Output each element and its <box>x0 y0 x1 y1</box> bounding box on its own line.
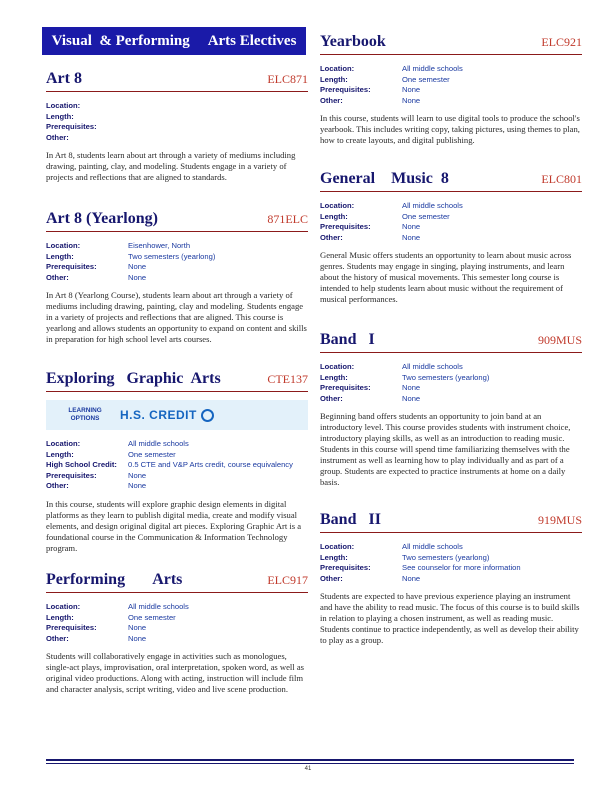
prerequisites-label: Prerequisites: <box>46 470 97 480</box>
learning-options-line-1: LEARNING <box>68 407 102 414</box>
course-title-row <box>320 170 582 192</box>
other-value: None <box>128 481 147 491</box>
length-value: Two semesters (yearlong) <box>402 372 490 382</box>
prerequisites-label: Prerequisites: <box>46 262 97 272</box>
location-value: All middle schools <box>402 542 463 551</box>
other-label: Other: <box>320 95 343 105</box>
course-code: 909MUS <box>537 333 582 347</box>
course-yearbook <box>320 33 582 146</box>
other-value: None <box>128 272 147 282</box>
length-label: Length: <box>320 211 348 221</box>
prerequisites-value: None <box>128 262 147 272</box>
course-title-row <box>46 70 308 92</box>
length-value: One semester <box>402 74 450 84</box>
location-label: Location: <box>320 542 355 551</box>
length-value: One semester <box>128 612 176 622</box>
length-label: Length: <box>320 372 348 382</box>
course-code: ELC801 <box>541 172 582 186</box>
course-details <box>320 64 582 106</box>
other-label: Other: <box>46 132 69 142</box>
course-code: ELC917 <box>267 573 308 587</box>
location-label: Location: <box>320 362 355 371</box>
course-code: ELC921 <box>541 35 582 49</box>
course-details <box>46 101 308 143</box>
course-performing-arts <box>46 571 308 695</box>
prerequisites-label: Prerequisites: <box>320 563 371 573</box>
other-label: Other: <box>46 481 69 491</box>
length-label: Length: <box>46 251 74 261</box>
location-value: Eisenhower, North <box>128 241 191 250</box>
prerequisites-label: Prerequisites: <box>46 122 97 132</box>
length-label: Length: <box>320 552 348 562</box>
course-general-music-8 <box>320 170 582 305</box>
course-band-2 <box>320 511 582 646</box>
length-value: Two semesters (yearlong) <box>128 251 216 261</box>
course-description: General Music offers students an opportunity to learn about music across genres. Students may engage in singing, playing instruments, and learn about the history of musical movements. This semester long course is intended to help students learn about music without the requirement of musical performances. <box>320 250 572 305</box>
other-label: Other: <box>320 573 343 583</box>
course-description: Students will collaboratively engage in activities such as monologues, single-act plays, improvisation, oral interpretation, spoken word, as well as original video productions. Along with acting, instruction will include film and character analysis, script writing, video and live scene production. <box>46 651 304 695</box>
prerequisites-value: None <box>402 85 421 95</box>
other-label: Other: <box>46 272 69 282</box>
course-description: In this course, students will learn to use digital tools to produce the school's yearbook. This includes writing copy, taking pictures, using themes to plan, how to create layouts, and digital publishing. <box>320 113 580 146</box>
location-label: Location: <box>46 241 81 250</box>
course-description: Beginning band offers students an opportunity to join band at an introductory level. This course provides students with instrument choice, introductory playing skills, as well as an introduction to reading music. Students in this course will spend time familiarizing themselves with the instrument as well as learning how to play individually and as part of a group. Students are expected to practice instruments at home on a daily basis. <box>320 411 571 488</box>
course-code: ELC871 <box>267 72 308 86</box>
course-code: 871ELC <box>267 212 308 226</box>
learning-options-line-2: OPTIONS <box>70 415 100 422</box>
course-details <box>320 362 582 404</box>
hs-credit-badge <box>120 408 214 422</box>
location-value: All middle schools <box>128 439 189 448</box>
course-details <box>320 201 582 243</box>
course-title: Art 8 <box>46 70 82 87</box>
learning-options-banner <box>46 400 308 430</box>
location-value: All middle schools <box>402 362 463 371</box>
location-value: All middle schools <box>402 201 463 210</box>
location-label: Location: <box>320 64 355 73</box>
length-label: Length: <box>46 612 74 622</box>
course-title: Band II <box>320 511 381 528</box>
course-art-8 <box>46 70 308 183</box>
course-title: Exploring Graphic Arts <box>46 370 221 387</box>
location-value: All middle schools <box>128 602 189 611</box>
course-band-1 <box>320 331 582 488</box>
course-description: In Art 8 (Yearlong Course), students learn about art through a variety of mediums including drawing, painting, clay and modeling. Students engage in a variety of projects and reflections that are aligned. This course is yearlong and allows students an opportunity to expand on content and skills in preparation for high school level arts courses. <box>46 290 307 345</box>
page-number: 41 <box>304 766 312 772</box>
course-title: Band I <box>320 331 375 348</box>
other-value: None <box>402 95 421 105</box>
course-title-row <box>46 370 308 392</box>
high-school-credit-value: 0.5 CTE and V&P Arts credit, course equivalency <box>128 460 293 470</box>
course-title: General Music 8 <box>320 170 449 187</box>
course-title-row <box>320 33 582 55</box>
prerequisites-value: See counselor for more information <box>402 563 521 573</box>
course-code: CTE137 <box>267 372 308 386</box>
recycle-icon <box>201 409 214 422</box>
course-title: Art 8 (Yearlong) <box>46 210 158 227</box>
prerequisites-label: Prerequisites: <box>320 383 371 393</box>
other-value: None <box>402 232 421 242</box>
length-label: Length: <box>320 74 348 84</box>
course-code: 919MUS <box>537 513 582 527</box>
hs-credit-text: H.S. CREDIT <box>120 408 197 422</box>
course-title: Yearbook <box>320 33 386 50</box>
other-value: None <box>128 633 147 643</box>
course-details <box>46 602 308 644</box>
course-title-row <box>320 331 582 353</box>
course-title-row <box>46 571 308 593</box>
location-label: Location: <box>46 439 81 448</box>
page-title: Visual & Performing Arts Electives <box>42 27 306 55</box>
prerequisites-value: None <box>402 222 421 232</box>
course-title-row <box>46 210 308 232</box>
location-label: Location: <box>46 101 81 110</box>
course-exploring-graphic-arts <box>46 370 308 554</box>
length-label: Length: <box>46 449 74 459</box>
length-value: One semester <box>128 449 176 459</box>
prerequisites-value: None <box>402 383 421 393</box>
other-value: None <box>402 573 421 583</box>
other-label: Other: <box>320 393 343 403</box>
prerequisites-value: None <box>128 623 147 633</box>
footer-divider <box>46 759 574 761</box>
other-label: Other: <box>320 232 343 242</box>
prerequisites-label: Prerequisites: <box>46 623 97 633</box>
course-details <box>320 542 582 584</box>
course-details <box>46 439 308 492</box>
location-label: Location: <box>320 201 355 210</box>
length-value: One semester <box>402 211 450 221</box>
location-label: Location: <box>46 602 81 611</box>
course-art-8-yearlong <box>46 210 308 345</box>
high-school-credit-label: High School Credit: <box>46 460 117 470</box>
other-value: None <box>402 393 421 403</box>
course-description: Students are expected to have previous experience playing an instrument and have the ability to read music. The focus of this course is to build skills in relation to playing a chosen instrument, as well as reading music. Students continue to practice independently, as well as develop their ability to play as a group. <box>320 591 580 646</box>
length-value: Two semesters (yearlong) <box>402 552 490 562</box>
prerequisites-label: Prerequisites: <box>320 85 371 95</box>
other-label: Other: <box>46 633 69 643</box>
course-title: Performing Arts <box>46 571 183 588</box>
course-title-row <box>320 511 582 533</box>
prerequisites-label: Prerequisites: <box>320 222 371 232</box>
prerequisites-value: None <box>128 470 147 480</box>
course-description: In Art 8, students learn about art through a variety of mediums including drawing, painting, clay, and modeling. Students engage in a variety of projects and reflections that are aligned to standards. <box>46 150 296 183</box>
footer-divider-thin <box>46 763 574 764</box>
location-value: All middle schools <box>402 64 463 73</box>
learning-options-label <box>58 407 112 423</box>
length-label: Length: <box>46 111 74 121</box>
course-details <box>46 241 308 283</box>
course-description: In this course, students will explore graphic design elements in digital platforms as they learn to publish digital media, create and modify visual elements, and design original digital art pieces. Exploring Graphic Art is a foundational course in the Communication & Information Technology program. <box>46 498 302 553</box>
